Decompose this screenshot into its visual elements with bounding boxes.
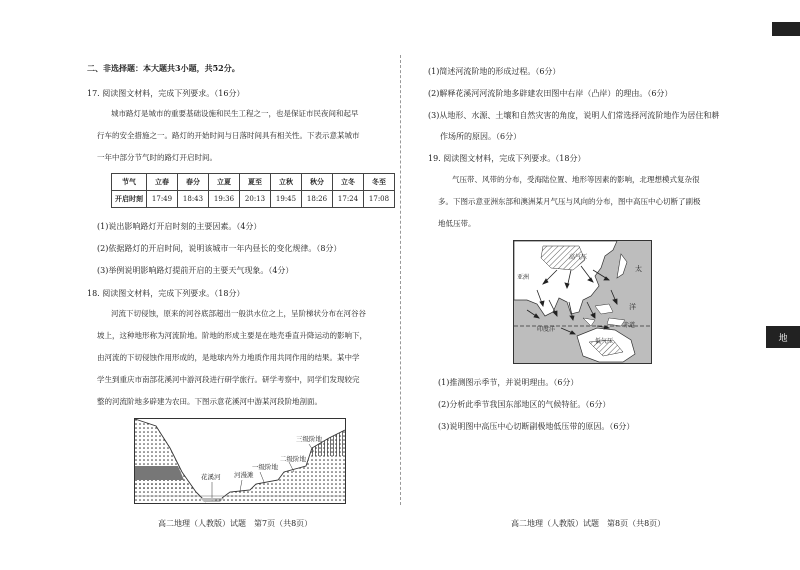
q18-para: 坡上，这种地形称为河流阶地。阶地的形成主要是在地壳垂直升降运动的影响下， (97, 331, 367, 340)
q18-sub1: (1)简述河流阶地的形成过程。（6分） (428, 67, 561, 76)
q17-sub3: (3)举例说明影响路灯提前开启的主要天气现象。（4分） (97, 266, 294, 275)
label-equator: 赤道 (623, 322, 636, 329)
table-row (112, 191, 395, 208)
terrace-profile-diagram (134, 418, 346, 504)
table-cell: 17:24 (333, 191, 364, 208)
streetlight-table (111, 173, 395, 208)
corner-marker (772, 22, 800, 36)
q17-para: 行车的安全措施之一。路灯的开始时间与日落时间具有相关性。下表示意某城市 (97, 131, 360, 140)
left-page-footer: 高二地理（人教版）试题 第7页（共8页） (158, 519, 313, 528)
page-divider (400, 55, 401, 505)
table-cell: 17:49 (147, 191, 178, 208)
q18-sub3-cont: 作场所的原因。（6分） (440, 132, 522, 141)
table-cell: 19:45 (271, 191, 302, 208)
label-pacific: 太 (635, 265, 642, 273)
q18-para: 河流下切侵蚀，原来的河谷底部超出一般洪水位之上，呈阶梯状分布在河谷谷 (111, 309, 366, 318)
table-cell: 冬至 (364, 174, 395, 191)
q18-sub2: (2)解释花溪河河流阶地多辟建农田图中右岸（凸岸）的理由。（6分） (428, 89, 673, 98)
pressure-wind-map (513, 240, 652, 368)
q17-title: 17. 阅读图文材料，完成下列要求。（16分） (87, 89, 245, 98)
label-asia: 亚洲 (517, 274, 530, 281)
table-cell: 19:36 (209, 191, 240, 208)
label-high-pressure: 高气压 (569, 254, 588, 261)
table-cell: 20:13 (240, 191, 271, 208)
q17-sub2: (2)依据路灯的开启时间，说明该城市一年内昼长的变化规律。（8分） (97, 244, 342, 253)
right-page-footer: 高二地理（人教版）试题 第8页（共8页） (511, 519, 666, 528)
table-cell: 立秋 (271, 174, 302, 191)
q19-para: 多。下图示意亚洲东部和澳洲某月气压与风向的分布，图中高压中心切断了副极 (438, 197, 701, 206)
label-low-pressure: 低气压 (595, 338, 614, 345)
table-cell: 立春 (147, 174, 178, 191)
table-header-row (112, 174, 395, 191)
q19-para: 气压带、风带的分布，受海陆位置、地形等因素的影响，北理想模式复杂很 (452, 175, 700, 184)
table-cell: 18:26 (302, 191, 333, 208)
q18-title: 18. 阅读图文材料，完成下列要求。（18分） (87, 289, 245, 298)
q18-para: 学生到重庆市南部花溪河中游河段进行研学旅行。研学考察中，同学们发现较完 (97, 375, 360, 384)
q17-para: 城市路灯是城市的重要基础设施和民生工程之一，也是保证市民夜间和起早 (111, 109, 359, 118)
label-indian-ocean: 印度洋 (537, 326, 556, 333)
q19-sub2: (2)分析此季节我国东部地区的气候特征。（6分） (438, 400, 611, 409)
subject-tab: 地 (766, 326, 800, 348)
q17-sub1: (1)说出影响路灯开启时刻的主要因素。（4分） (97, 222, 262, 231)
label-river: 花溪河 (201, 473, 221, 481)
q19-title: 19. 阅读图文材料，完成下列要求。（18分） (428, 154, 586, 163)
table-cell: 17:08 (364, 191, 395, 208)
table-cell: 节气 (112, 174, 147, 191)
q17-para: 一年中部分节气时的路灯开启时间。 (97, 153, 217, 162)
q18-para: 整的河流阶地多辟建为农田。下图示意花溪河中游某河段阶地剖面。 (97, 397, 322, 406)
table-cell: 春分 (178, 174, 209, 191)
table-cell: 开启时刻 (112, 191, 147, 208)
label-ocean: 洋 (629, 303, 636, 311)
q18-sub3: (3)从地形、水源、土壤和自然灾害的角度，说明人们常选择河流阶地作为居住和耕 (428, 111, 720, 120)
table-cell: 夏至 (240, 174, 271, 191)
q19-sub3: (3)说明图中高压中心切断副极地低压带的原因。（6分） (438, 422, 635, 431)
label-floodplain: 河漫滩 (234, 471, 254, 479)
table-cell: 18:43 (178, 191, 209, 208)
q19-sub1: (1)推测图示季节，并说明理由。（6分） (438, 378, 579, 387)
q19-para: 地低压带。 (438, 219, 476, 228)
terrace-profile-figure (134, 418, 346, 508)
table-cell: 立冬 (333, 174, 364, 191)
label-terrace-1: 一级阶地 (252, 463, 278, 471)
table-cell: 立夏 (209, 174, 240, 191)
table-cell: 秋分 (302, 174, 333, 191)
label-terrace-2: 二级阶地 (280, 455, 306, 463)
label-terrace-3: 三级阶地 (296, 435, 322, 443)
q18-para: 由河流的下切侵蚀作用形成的，是地球内外力地质作用共同作用的结果。某中学 (97, 353, 360, 362)
section-title: 二、非选择题：本大题共3小题，共52分。 (87, 63, 240, 73)
